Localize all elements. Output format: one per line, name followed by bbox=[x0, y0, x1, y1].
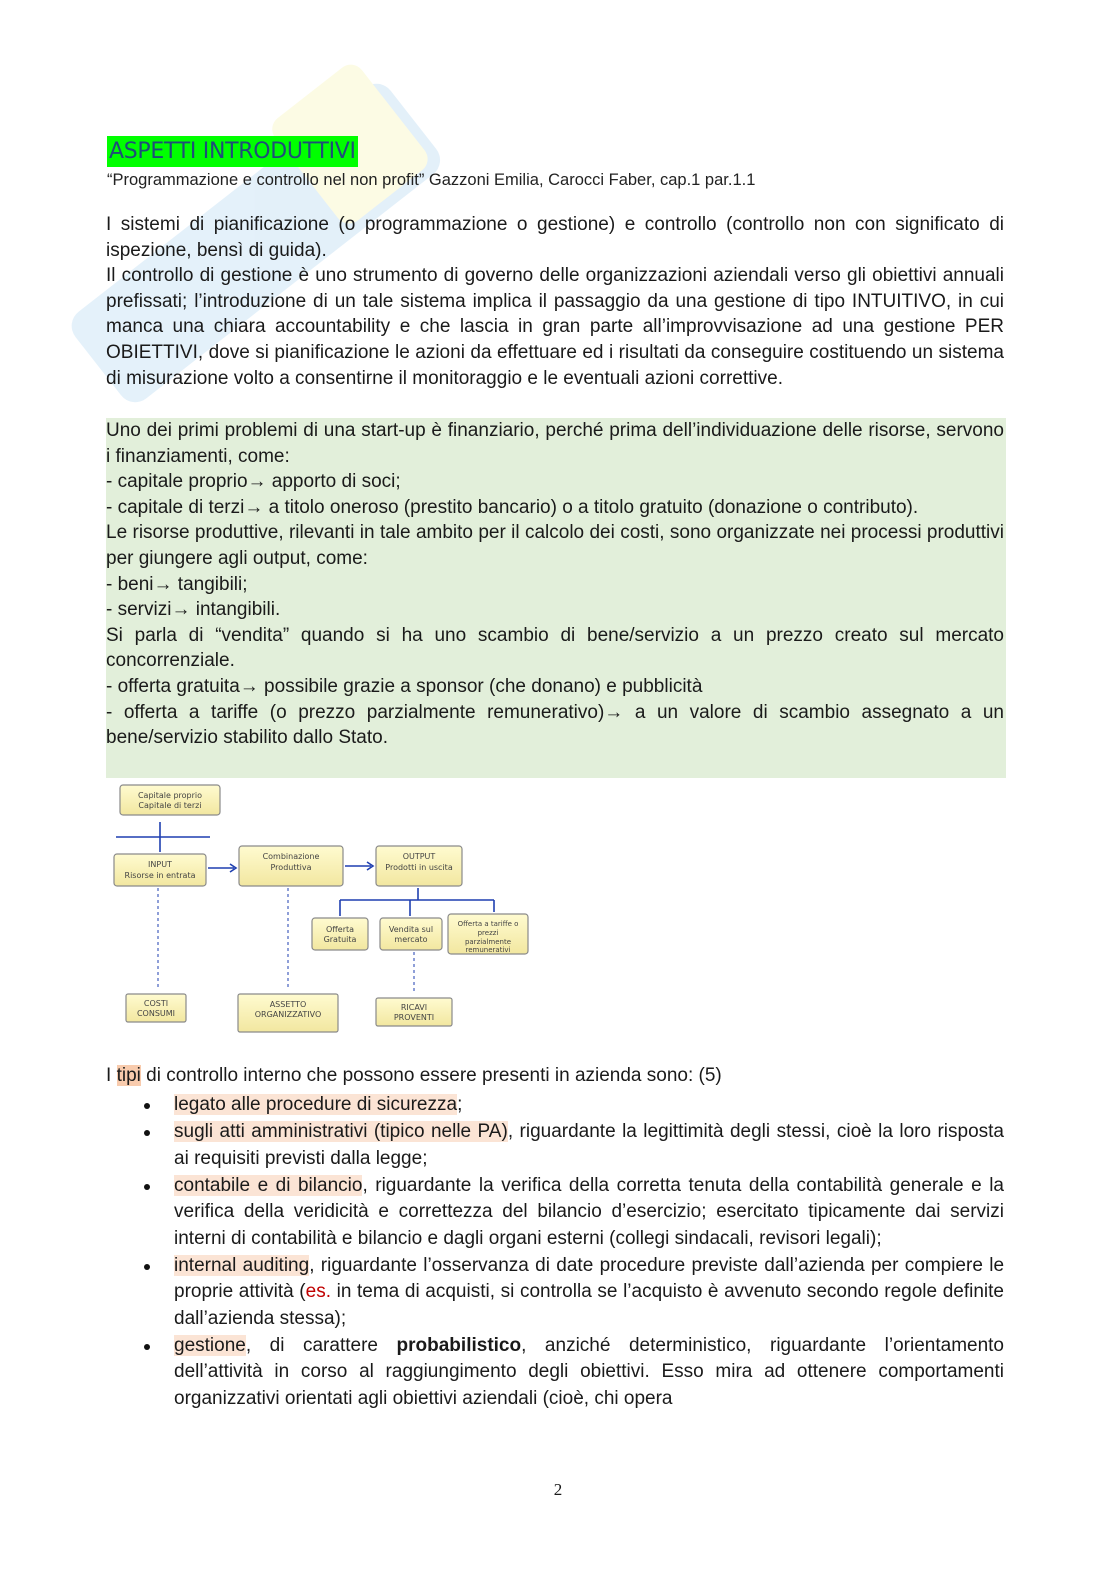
text-line: - capitale proprio→ apporto di soci; bbox=[106, 471, 401, 493]
input-label-2: Risorse in entrata bbox=[124, 871, 196, 880]
costi-label-2: CONSUMI bbox=[136, 1009, 176, 1018]
intro-paragraph: Il controllo di gestione è uno strumento di governo delle organizzazioni aziendali verso gli obiettivi annuali prefissati; l’introduzione di un tale sistema implica il passaggio da una gestione di tipo INTUITIVO, in cui manca una chiara accountability e che lascia in gran parte all’improvvisazione ad una gestione PER OBIETTIVI, dove si pianificazione le azioni da effettuare ed i risultati da conseguire costituendo un sistema di misurazione volto a consentirne il monitoraggio e le eventuali azioni correttive. bbox=[106, 265, 1004, 389]
type-text: , di carattere bbox=[245, 1334, 397, 1356]
type-text: , riguardante la legittimità degli stessi, cioè la loro risposta ai requisiti previsti dalla legge; bbox=[174, 1121, 1004, 1169]
intro-text bbox=[106, 212, 1004, 391]
tariffe-label-3: parzialmente bbox=[464, 938, 512, 946]
offerta-label-1: Offerta bbox=[325, 925, 355, 934]
capital-label-2: Capitale di terzi bbox=[138, 801, 202, 810]
citation: “Programmazione e controllo nel non profit” Gazzoni Emilia, Carocci Faber, cap.1 par.1.1 bbox=[107, 171, 756, 189]
assetto-label-1: ASSETTO bbox=[269, 1000, 307, 1009]
types-intro-pre: I bbox=[106, 1065, 117, 1086]
offerta-box bbox=[312, 918, 368, 950]
list-item bbox=[106, 1173, 1004, 1253]
text-line: - offerta gratuita→ possibile grazie a sponsor (che donano) e pubblicità bbox=[106, 675, 703, 697]
ricavi-label-1: RICAVI bbox=[400, 1003, 428, 1012]
list-item bbox=[106, 1253, 1004, 1333]
tariffe-label-1: Offerta a tariffe o bbox=[457, 920, 519, 928]
intro-paragraph: I sistemi di pianificazione (o programmazione o gestione) e controllo (controllo non con significato di ispezione, bensì di guida). bbox=[106, 214, 1004, 261]
list-item bbox=[106, 1119, 1004, 1172]
vendita-box bbox=[380, 918, 442, 950]
offerta-label-2: Gratuita bbox=[323, 935, 357, 944]
list-item bbox=[106, 1333, 1004, 1413]
types-intro-highlight: tipi bbox=[116, 1065, 141, 1086]
input-box bbox=[114, 854, 206, 886]
type-text: ; bbox=[457, 1094, 463, 1115]
types-intro-post: di controllo interno che possono essere presenti in azienda sono: (5) bbox=[140, 1065, 722, 1086]
highlighted-text bbox=[106, 418, 1004, 751]
combination-label-1: Combinazione bbox=[262, 852, 320, 861]
text-line: - offerta a tariffe (o prezzo parzialmente remunerativo)→ a un valore di scambio assegnato a un bene/servizio stabilito dallo Stato. bbox=[106, 701, 1004, 749]
vendita-label-2: mercato bbox=[394, 935, 428, 944]
control-types-list bbox=[106, 1092, 1004, 1413]
type-text: , riguardante la verifica della corretta tenuta della contabilità generale e la verifica della veridicità e correttezza del bilancio d’esercizio; esercitato tipicamente dai servizi interni di contabilità e bilancio e dagli organi esterni (collegi sindacali, revisori legali); bbox=[174, 1174, 1004, 1249]
text-line: Si parla di “vendita” quando si ha uno scambio di bene/servizio a un prezzo creato sul mercato concorrenziale. bbox=[106, 624, 1004, 672]
process-diagram bbox=[106, 782, 542, 1036]
ricavi-label-2: PROVENTI bbox=[393, 1013, 435, 1022]
example-abbrev: es. bbox=[305, 1281, 331, 1302]
capital-label-1: Capitale proprio bbox=[137, 791, 203, 800]
combination-label-2: Produttiva bbox=[270, 863, 312, 872]
capital-box bbox=[120, 785, 220, 815]
text-line: - beni→ tangibili; bbox=[106, 573, 248, 595]
input-label-1: INPUT bbox=[148, 860, 172, 869]
types-intro bbox=[106, 1063, 722, 1089]
vendita-label-1: Vendita sul bbox=[388, 925, 434, 934]
assetto-label-2: ORGANIZZATIVO bbox=[254, 1010, 322, 1019]
page-number: 2 bbox=[553, 1480, 563, 1499]
list-item bbox=[106, 1092, 1004, 1119]
type-text: in tema di acquisti, si controlla se l’acquisto è avvenuto secondo regole definite dall’azienda stessa); bbox=[174, 1281, 1004, 1329]
bold-term: probabilistico bbox=[396, 1334, 522, 1356]
type-highlight: contabile e di bilancio bbox=[174, 1174, 363, 1196]
type-highlight: sugli atti amministrativi (tipico nelle PA) bbox=[174, 1121, 508, 1142]
type-highlight: legato alle procedure di sicurezza bbox=[174, 1094, 458, 1115]
type-text: , riguardante l’osservanza di date procedure previste dall’azienda per compiere le proprie attività ( bbox=[174, 1254, 1005, 1302]
type-highlight: gestione bbox=[174, 1334, 246, 1356]
section-heading: ASPETTI INTRODUTTIVI bbox=[107, 136, 358, 167]
output-label-1: OUTPUT bbox=[402, 852, 436, 861]
output-label-2: Prodotti in uscita bbox=[385, 863, 453, 872]
tariffe-label-2: prezzi bbox=[477, 929, 499, 937]
text-line: Uno dei primi problemi di una start-up è finanziario, perché prima dell’individuazione delle risorse, servono i finanziamenti, come: bbox=[106, 420, 1004, 467]
text-line: - servizi→ intangibili. bbox=[106, 599, 281, 621]
text-line: Le risorse produttive, rilevanti in tale ambito per il calcolo dei costi, sono organizzate nei processi produttivi per giungere agli output, come: bbox=[106, 522, 1004, 569]
type-highlight: internal auditing bbox=[174, 1254, 310, 1276]
type-text: , anziché deterministico, riguardante l’orientamento dell’attività in corso al raggiungimento degli obiettivi. Esso mira ad ottenere comportamenti organizzativi orientati agli obiettivi aziendali (cioè, chi opera bbox=[174, 1334, 1005, 1409]
text-line: - capitale di terzi→ a titolo oneroso (prestito bancario) o a titolo gratuito (donazione o contributo). bbox=[106, 496, 919, 518]
costi-label-1: COSTI bbox=[143, 999, 169, 1008]
tariffe-label-4: remunerativi bbox=[465, 946, 511, 954]
